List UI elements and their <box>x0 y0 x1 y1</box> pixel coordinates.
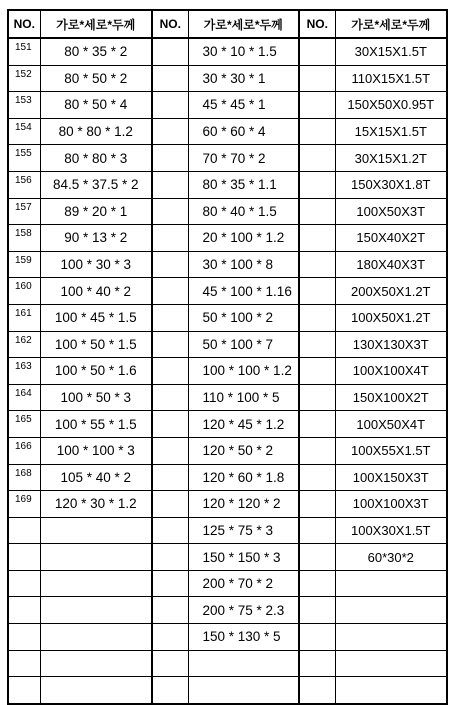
row-number-3 <box>299 38 335 65</box>
dimension-cell-1: 100 * 50 * 3 <box>40 384 152 411</box>
table-row <box>8 570 447 597</box>
dimension-cell-1: 80 * 35 * 2 <box>40 38 152 65</box>
table-row <box>8 65 447 92</box>
table-row <box>8 544 447 571</box>
table-row <box>8 171 447 198</box>
dimension-cell-3 <box>335 677 447 704</box>
row-number-1 <box>8 570 40 597</box>
dimension-cell-2: 30 * 30 * 1 <box>188 65 299 92</box>
row-number-3 <box>299 384 335 411</box>
row-number-1: 161 <box>8 304 40 331</box>
row-number-3 <box>299 517 335 544</box>
dimension-cell-1: 100 * 50 * 1.6 <box>40 358 152 385</box>
row-number-2 <box>152 92 188 119</box>
dimension-cell-3: 30X15X1.2T <box>335 145 447 172</box>
row-number-3 <box>299 358 335 385</box>
dimension-cell-1 <box>40 677 152 704</box>
table-row <box>8 624 447 651</box>
row-number-3 <box>299 331 335 358</box>
row-number-3 <box>299 464 335 491</box>
table-row <box>8 384 447 411</box>
row-number-3 <box>299 411 335 438</box>
dimension-cell-3: 100X100X4T <box>335 358 447 385</box>
dimension-cell-1: 100 * 45 * 1.5 <box>40 304 152 331</box>
row-number-3 <box>299 145 335 172</box>
table-row <box>8 358 447 385</box>
table-row <box>8 491 447 518</box>
table-row <box>8 464 447 491</box>
dimension-cell-1: 105 * 40 * 2 <box>40 464 152 491</box>
row-number-1 <box>8 597 40 624</box>
row-number-2 <box>152 411 188 438</box>
dimension-cell-3: 150X100X2T <box>335 384 447 411</box>
row-number-1 <box>8 624 40 651</box>
table-row <box>8 597 447 624</box>
row-number-3 <box>299 118 335 145</box>
row-number-2 <box>152 491 188 518</box>
row-number-3 <box>299 65 335 92</box>
dimension-cell-3 <box>335 597 447 624</box>
row-number-3 <box>299 92 335 119</box>
dimension-cell-1 <box>40 650 152 677</box>
dimension-cell-2: 120 * 45 * 1.2 <box>188 411 299 438</box>
table-row <box>8 437 447 464</box>
dimension-cell-2: 120 * 120 * 2 <box>188 491 299 518</box>
row-number-1: 160 <box>8 278 40 305</box>
row-number-2 <box>152 517 188 544</box>
dimension-cell-3: 150X50X0.95T <box>335 92 447 119</box>
row-number-3 <box>299 171 335 198</box>
row-number-2 <box>152 198 188 225</box>
dimension-cell-2: 50 * 100 * 7 <box>188 331 299 358</box>
dimension-cell-3 <box>335 650 447 677</box>
dimension-cell-1 <box>40 570 152 597</box>
row-number-2 <box>152 331 188 358</box>
dimension-cell-3: 100X30X1.5T <box>335 517 447 544</box>
dimension-cell-3: 30X15X1.5T <box>335 38 447 65</box>
dimension-cell-2: 45 * 100 * 1.16 <box>188 278 299 305</box>
row-number-2 <box>152 544 188 571</box>
table-row <box>8 677 447 704</box>
dimension-cell-2: 80 * 35 * 1.1 <box>188 171 299 198</box>
dimension-cell-2: 20 * 100 * 1.2 <box>188 225 299 252</box>
dimension-cell-2: 125 * 75 * 3 <box>188 517 299 544</box>
row-number-2 <box>152 251 188 278</box>
row-number-1 <box>8 517 40 544</box>
row-number-3 <box>299 304 335 331</box>
dimension-cell-2: 30 * 100 * 8 <box>188 251 299 278</box>
dimension-cell-2: 80 * 40 * 1.5 <box>188 198 299 225</box>
row-number-1: 163 <box>8 358 40 385</box>
dimension-cell-2: 50 * 100 * 2 <box>188 304 299 331</box>
dimension-cell-1: 90 * 13 * 2 <box>40 225 152 252</box>
row-number-2 <box>152 38 188 65</box>
dimension-cell-1: 100 * 55 * 1.5 <box>40 411 152 438</box>
dimension-cell-3: 130X130X3T <box>335 331 447 358</box>
row-number-2 <box>152 118 188 145</box>
row-number-1 <box>8 650 40 677</box>
row-number-1: 162 <box>8 331 40 358</box>
row-number-3 <box>299 198 335 225</box>
dimension-cell-3: 200X50X1.2T <box>335 278 447 305</box>
row-number-3 <box>299 570 335 597</box>
dimension-cell-3: 15X15X1.5T <box>335 118 447 145</box>
row-number-2 <box>152 650 188 677</box>
row-number-1: 153 <box>8 92 40 119</box>
table-row <box>8 278 447 305</box>
dimension-cell-3: 100X50X1.2T <box>335 304 447 331</box>
dimension-cell-3: 150X30X1.8T <box>335 171 447 198</box>
table-row <box>8 304 447 331</box>
dimension-cell-2: 70 * 70 * 2 <box>188 145 299 172</box>
dimension-cell-1: 100 * 40 * 2 <box>40 278 152 305</box>
row-number-3 <box>299 624 335 651</box>
dimension-cell-1 <box>40 517 152 544</box>
dimension-cell-1: 100 * 50 * 1.5 <box>40 331 152 358</box>
row-number-2 <box>152 304 188 331</box>
dimension-cell-3 <box>335 570 447 597</box>
dimension-cell-3: 100X50X3T <box>335 198 447 225</box>
row-number-1: 164 <box>8 384 40 411</box>
dimension-cell-2 <box>188 677 299 704</box>
row-number-2 <box>152 145 188 172</box>
header-dimensions-1: 가로*세로*두께 <box>40 10 152 38</box>
table-header <box>8 10 447 38</box>
row-number-1: 155 <box>8 145 40 172</box>
dimension-cell-1: 84.5 * 37.5 * 2 <box>40 171 152 198</box>
row-number-1: 152 <box>8 65 40 92</box>
header-dimensions-2: 가로*세로*두께 <box>188 10 299 38</box>
dimension-cell-1 <box>40 597 152 624</box>
table-row <box>8 251 447 278</box>
table-row <box>8 650 447 677</box>
row-number-1: 165 <box>8 411 40 438</box>
row-number-2 <box>152 624 188 651</box>
dimension-cell-2: 110 * 100 * 5 <box>188 384 299 411</box>
dimension-cell-2: 200 * 75 * 2.3 <box>188 597 299 624</box>
dimension-cell-2: 200 * 70 * 2 <box>188 570 299 597</box>
table-row <box>8 92 447 119</box>
row-number-1: 154 <box>8 118 40 145</box>
dimension-cell-1: 100 * 30 * 3 <box>40 251 152 278</box>
spec-table-sheet <box>7 9 446 705</box>
row-number-3 <box>299 225 335 252</box>
dimension-cell-2: 60 * 60 * 4 <box>188 118 299 145</box>
dimension-cell-2: 45 * 45 * 1 <box>188 92 299 119</box>
row-number-1 <box>8 544 40 571</box>
dimension-cell-1 <box>40 624 152 651</box>
row-number-3 <box>299 491 335 518</box>
header-dimensions-3: 가로*세로*두께 <box>335 10 447 38</box>
dimension-cell-1: 120 * 30 * 1.2 <box>40 491 152 518</box>
row-number-2 <box>152 65 188 92</box>
table-row <box>8 145 447 172</box>
dimension-cell-1: 80 * 80 * 1.2 <box>40 118 152 145</box>
dimension-cell-2: 150 * 130 * 5 <box>188 624 299 651</box>
row-number-2 <box>152 358 188 385</box>
row-number-1: 159 <box>8 251 40 278</box>
dimension-cell-2: 120 * 60 * 1.8 <box>188 464 299 491</box>
row-number-1: 157 <box>8 198 40 225</box>
dimension-cell-3: 110X15X1.5T <box>335 65 447 92</box>
row-number-1: 158 <box>8 225 40 252</box>
dimension-cell-3: 60*30*2 <box>335 544 447 571</box>
table-body <box>8 38 447 704</box>
row-number-2 <box>152 225 188 252</box>
row-number-3 <box>299 251 335 278</box>
dimension-cell-1: 80 * 80 * 3 <box>40 145 152 172</box>
dimension-cell-1: 100 * 100 * 3 <box>40 437 152 464</box>
row-number-3 <box>299 437 335 464</box>
dimension-cell-1: 80 * 50 * 2 <box>40 65 152 92</box>
table-row <box>8 38 447 65</box>
header-no-3: NO. <box>299 10 335 38</box>
dimension-cell-1: 80 * 50 * 4 <box>40 92 152 119</box>
row-number-2 <box>152 597 188 624</box>
row-number-3 <box>299 650 335 677</box>
dimension-cell-2: 120 * 50 * 2 <box>188 437 299 464</box>
row-number-3 <box>299 278 335 305</box>
row-number-2 <box>152 464 188 491</box>
row-number-2 <box>152 171 188 198</box>
dimension-cell-3 <box>335 624 447 651</box>
row-number-1: 166 <box>8 437 40 464</box>
row-number-3 <box>299 544 335 571</box>
dimension-cell-3: 180X40X3T <box>335 251 447 278</box>
row-number-2 <box>152 570 188 597</box>
dimension-cell-3: 100X150X3T <box>335 464 447 491</box>
row-number-3 <box>299 597 335 624</box>
table-row <box>8 517 447 544</box>
dimension-cell-1: 89 * 20 * 1 <box>40 198 152 225</box>
dimension-cell-2: 150 * 150 * 3 <box>188 544 299 571</box>
row-number-1: 168 <box>8 464 40 491</box>
row-number-3 <box>299 677 335 704</box>
table-row <box>8 331 447 358</box>
row-number-1: 151 <box>8 38 40 65</box>
dimension-cell-3: 100X100X3T <box>335 491 447 518</box>
row-number-2 <box>152 437 188 464</box>
row-number-1: 156 <box>8 171 40 198</box>
table-row <box>8 225 447 252</box>
row-number-1: 169 <box>8 491 40 518</box>
dimension-cell-2: 30 * 10 * 1.5 <box>188 38 299 65</box>
row-number-1 <box>8 677 40 704</box>
dimension-cell-2: 100 * 100 * 1.2 <box>188 358 299 385</box>
row-number-2 <box>152 384 188 411</box>
dimension-cell-3: 150X40X2T <box>335 225 447 252</box>
dimension-cell-1 <box>40 544 152 571</box>
dimension-cell-3: 100X55X1.5T <box>335 437 447 464</box>
header-no-2: NO. <box>152 10 188 38</box>
dimension-cell-2 <box>188 650 299 677</box>
row-number-2 <box>152 677 188 704</box>
dimension-table <box>7 9 448 705</box>
header-no-1: NO. <box>8 10 40 38</box>
dimension-cell-3: 100X50X4T <box>335 411 447 438</box>
table-row <box>8 198 447 225</box>
table-row <box>8 118 447 145</box>
header-row <box>8 10 447 38</box>
table-row <box>8 411 447 438</box>
row-number-2 <box>152 278 188 305</box>
